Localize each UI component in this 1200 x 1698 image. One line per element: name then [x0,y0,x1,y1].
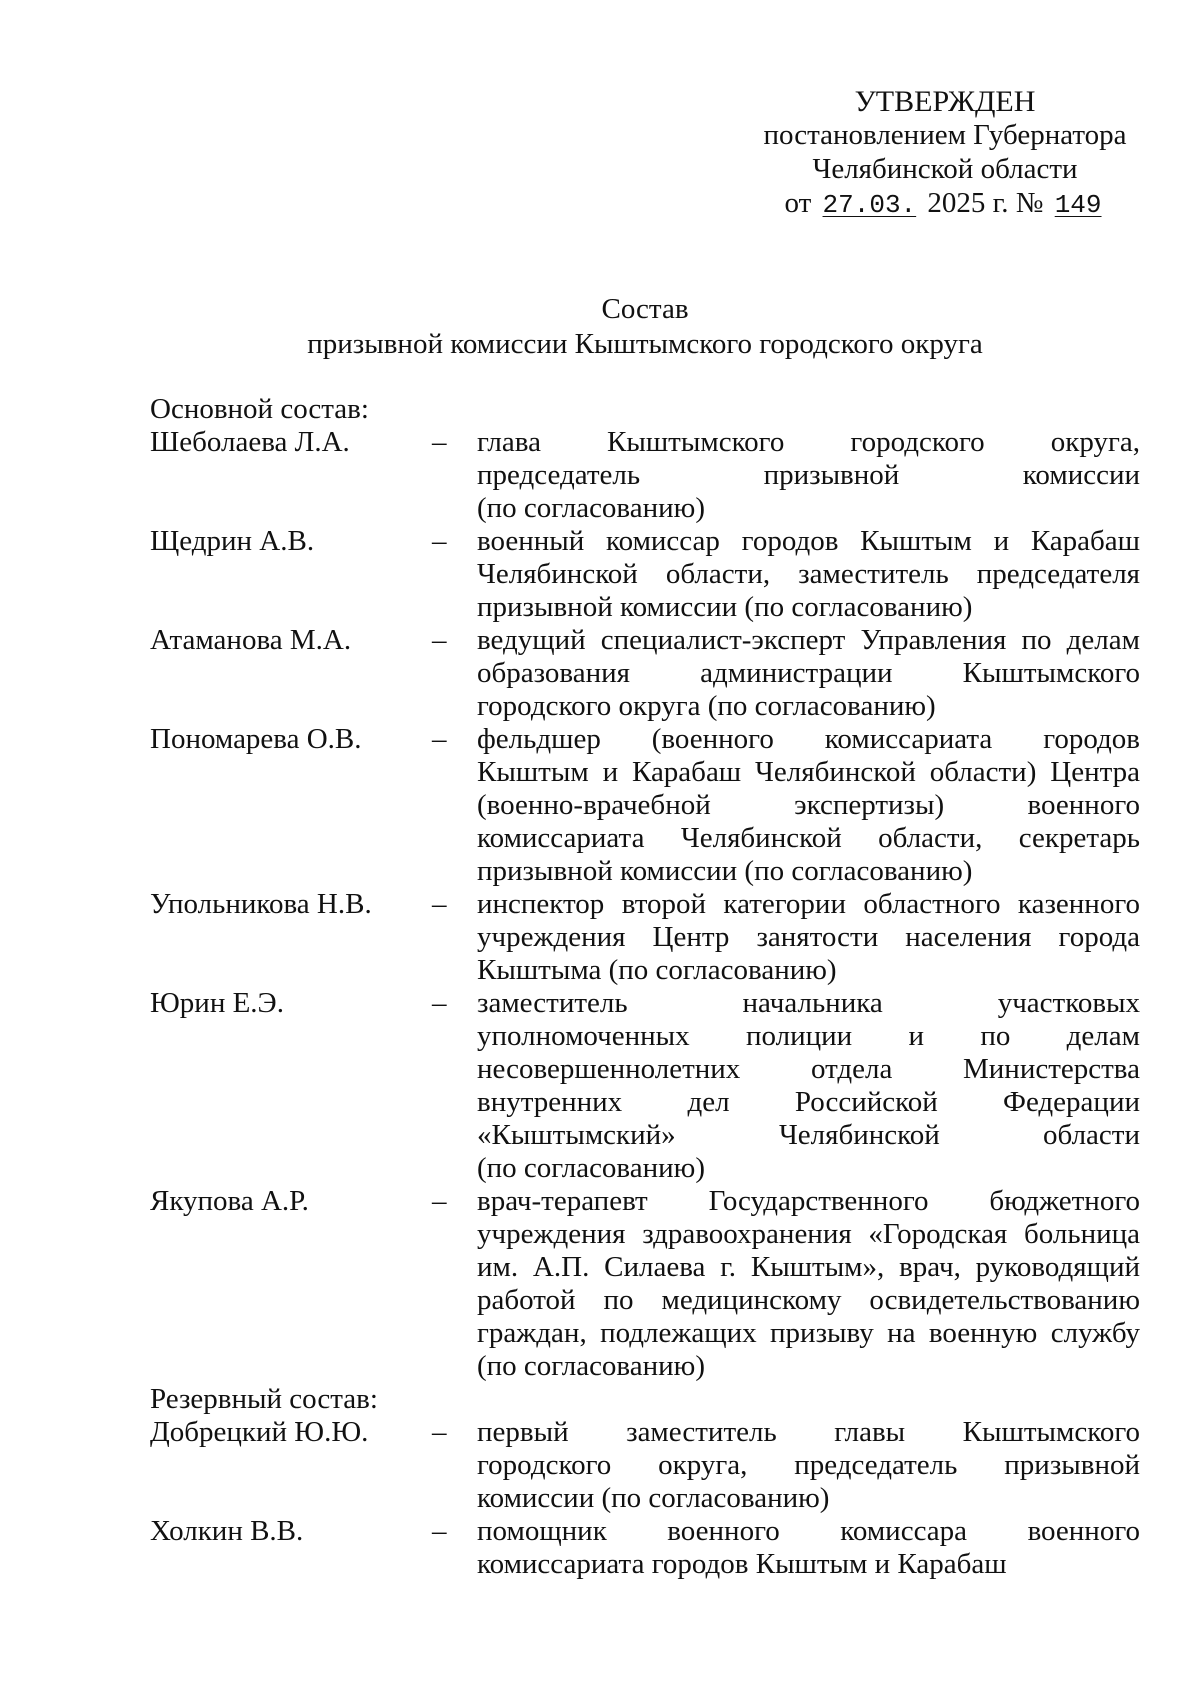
date-value: 27.03. [822,190,917,220]
member-dash: – [432,723,447,755]
member-dash: – [432,987,447,1019]
member-role-line: граждан, подлежащих призыву на военную службу [477,1317,1140,1349]
member-role-line: комиссариата городов Кыштым и Карабаш [477,1548,1007,1580]
member-role [477,1416,1140,1515]
member-role [477,525,1140,624]
member-role-line: уполномоченных полиции и по делам [477,1020,1140,1052]
decree-number: 149 [1054,190,1102,220]
member-name: Шеболаева Л.А. [150,426,350,458]
member-role-line: инспектор второй категории областного казенного [477,888,1140,920]
member-name: Юрин Е.Э. [150,987,284,1019]
member-role-line: заместитель начальника участковых [477,987,1140,1019]
member-role-line: комиссии (по согласованию) [477,1482,830,1514]
member-name: Якупова А.Р. [150,1185,309,1217]
member-row [150,1515,1140,1581]
reserve-section-label: Резервный состав: [150,1383,378,1415]
member-role-line: работой по медицинскому освидетельствованию [477,1284,1140,1316]
member-role-line: председатель призывной комиссии [477,459,1140,491]
member-role-line: ведущий специалист-эксперт Управления по делам [477,624,1140,656]
member-role-line: (по согласованию) [477,492,705,524]
member-role [477,987,1140,1185]
member-role-line: первый заместитель главы Кыштымского [477,1416,1140,1448]
member-role [477,1515,1140,1581]
member-role-line: военный комиссар городов Кыштым и Карабаш [477,525,1140,557]
member-name: Добрецкий Ю.Ю. [150,1416,369,1448]
member-role-line: фельдшер (военного комиссариата городов [477,723,1140,755]
member-role-line: «Кыштымский» Челябинской области [477,1119,1140,1151]
member-dash: – [432,1185,447,1217]
member-name: Пономарева О.В. [150,723,362,755]
member-row [150,1185,1140,1383]
member-dash: – [432,1416,447,1448]
member-role-line: им. А.П. Силаева г. Кыштым», врач, руководящий [477,1251,1140,1283]
member-row [150,987,1140,1185]
member-role [477,888,1140,987]
commission-roster [150,393,1140,1581]
member-name: Упольникова Н.В. [150,888,372,920]
member-role-line: комиссариата Челябинской области, секретарь [477,822,1140,854]
member-role-line: Кыштыма (по согласованию) [477,954,837,986]
approval-line-1: постановлением Губернатора [763,119,1127,151]
member-role-line: (по согласованию) [477,1350,705,1382]
approval-line-2: Челябинской области [812,153,1078,185]
member-role-line: городского округа, председатель призывной [477,1449,1140,1481]
approval-stamp-word: УТВЕРЖДЕН [854,85,1036,118]
member-row [150,426,1140,525]
member-row [150,723,1140,888]
member-role-line: Кыштым и Карабаш Челябинской области) Центра [477,756,1140,788]
member-role-line: несовершеннолетних отдела Министерства [477,1053,1140,1085]
member-row [150,624,1140,723]
member-name: Атаманова М.А. [150,624,352,656]
reserve-members-list [150,1416,1140,1581]
member-role-line: учреждения здравоохранения «Городская больница [477,1218,1140,1250]
member-role [477,723,1140,888]
member-dash: – [432,426,447,458]
title-line-1: Состав [601,293,689,325]
member-dash: – [432,624,447,656]
main-members-list [150,426,1140,1383]
date-prefix: от [784,187,812,219]
approval-block [745,85,1145,221]
main-section-label: Основной состав: [150,393,369,425]
document-title [150,293,1140,363]
member-role [477,624,1140,723]
member-role-line: призывной комиссии (по согласованию) [477,855,973,887]
member-role-line: (военно-врачебной экспертизы) военного [477,789,1140,821]
member-row [150,525,1140,624]
title-line-2: призывной комиссии Кыштымского городского округа [307,328,983,360]
member-dash: – [432,888,447,920]
member-name: Щедрин А.В. [150,525,315,557]
year-text: 2025 г. № [927,187,1044,219]
member-role-line: образования администрации Кыштымского [477,657,1140,689]
member-role-line: внутренних дел Российской Федерации [477,1086,1140,1118]
member-role-line: учреждения Центр занятости населения города [477,921,1140,953]
member-dash: – [432,525,447,557]
member-role-line: призывной комиссии (по согласованию) [477,591,973,623]
member-dash: – [432,1515,447,1547]
member-role-line: Челябинской области, заместитель председателя [477,558,1140,590]
member-role-line: помощник военного комиссара военного [477,1515,1140,1547]
member-role-line: глава Кыштымского городского округа, [477,426,1140,458]
member-row [150,1416,1140,1515]
approval-date-line [745,187,1145,221]
member-role-line: городского округа (по согласованию) [477,690,936,722]
member-role [477,426,1140,525]
member-role [477,1185,1140,1383]
member-role-line: врач-терапевт Государственного бюджетного [477,1185,1140,1217]
member-row [150,888,1140,987]
member-role-line: (по согласованию) [477,1152,705,1184]
member-name: Холкин В.В. [150,1515,304,1547]
